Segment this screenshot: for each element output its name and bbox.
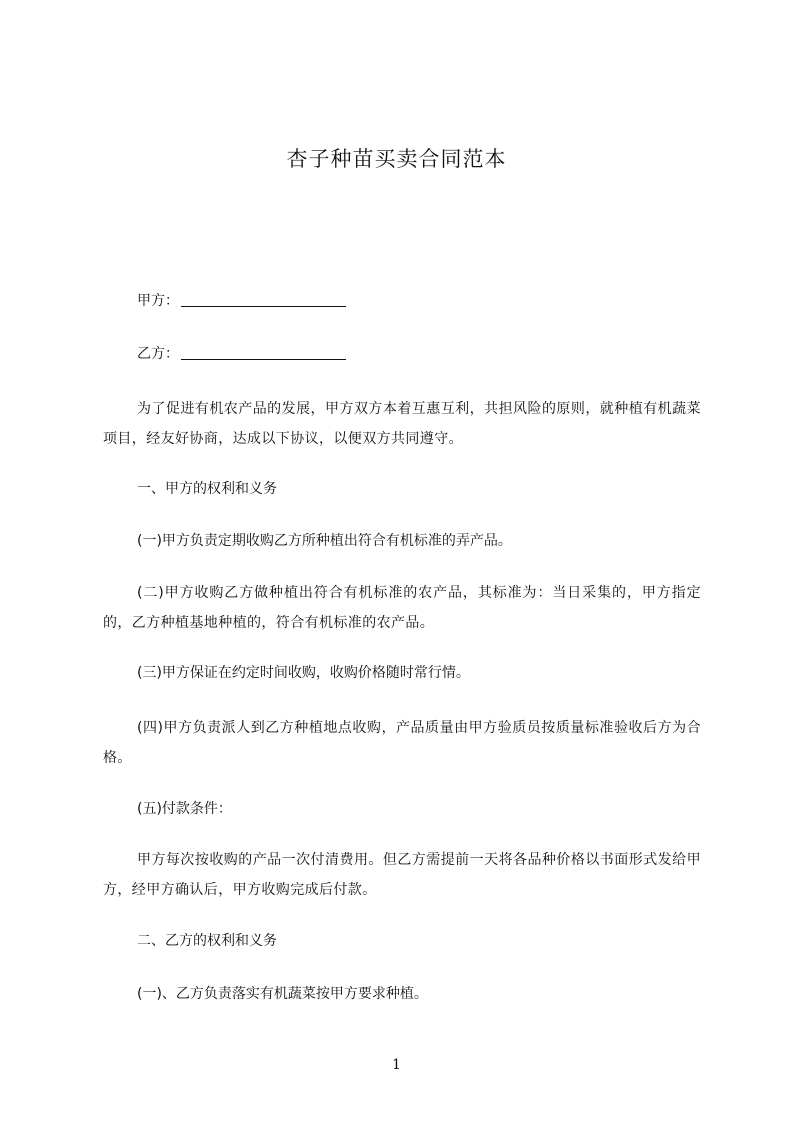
s1-item4: (四)甲方负责派人到乙方种植地点收购，产品质量由甲方验质员按质量标准验收后方为合格。 bbox=[103, 720, 701, 766]
s1-item3: (三)甲方保证在约定时间收购，收购价格随时常行情。 bbox=[137, 665, 470, 681]
intro-paragraph: 为了促进有机农产品的发展，甲方双方本着互惠互利，共担风险的原则，就种植有机蔬菜项目，经友好协商，达成以下协议，以便双方共同遵守。 bbox=[103, 401, 701, 447]
section2-heading: 二、乙方的权利和义务 bbox=[137, 933, 277, 949]
s1-item1: (一)甲方负责定期收购乙方所种植出符合有机标准的弄产品。 bbox=[137, 533, 512, 549]
document-title: 杏子种苗买卖合同范本 bbox=[286, 147, 507, 171]
page-number: 1 bbox=[392, 1057, 401, 1073]
party-a-line bbox=[137, 292, 346, 310]
payment-terms-paragraph: 甲方每次按收购的产品一次付清费用。但乙方需提前一天将各品种价格以书面形式发给甲方，经甲方确认后，甲方收购完成后付款。 bbox=[103, 852, 701, 898]
section1-heading: 一、甲方的权利和义务 bbox=[137, 481, 277, 497]
party-b-line bbox=[137, 345, 346, 363]
s2-item1: (一)、乙方负责落实有机蔬菜按甲方要求种植。 bbox=[137, 986, 428, 1002]
party-a-label: 甲方： bbox=[137, 293, 179, 309]
party-b-label: 乙方： bbox=[137, 346, 179, 362]
party-a-blank bbox=[181, 292, 346, 307]
s1-item2: (二)甲方收购乙方做种植出符合有机标准的农产品，其标准为：当日采集的，甲方指定的，乙方种植基地种植的，符合有机标准的农产品。 bbox=[103, 585, 701, 631]
s1-item5: (五)付款条件： bbox=[137, 801, 232, 817]
party-b-blank bbox=[181, 345, 346, 360]
